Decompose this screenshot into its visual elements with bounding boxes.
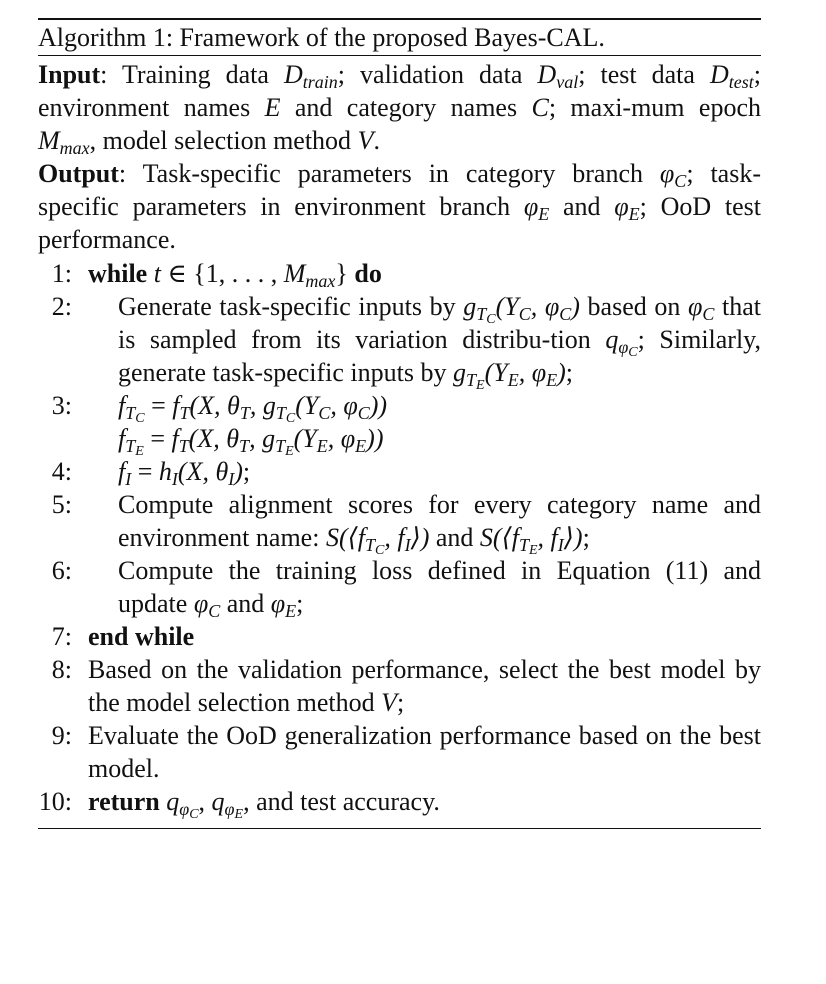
step-5: 5: Compute alignment scores for every category name and environment name: $S(⟨f_{T_C}$, $f_I⟩$) and $S(⟨f_{T_E}$, $f_I⟩$);: [51, 490, 761, 558]
output-paragraph: Output: Task-specific parameters in category branch $\varphi_C$; task-specific parameters in environment branch $\varphi_E$ and $\varphi_E$; OoD test performance.: [38, 159, 762, 254]
output-label: Output: [38, 159, 119, 188]
caption-rule: [38, 55, 761, 56]
input-label: Input: [38, 60, 101, 89]
step-4: 4: $f_I = h_I(X$, $\theta_I$);: [51, 457, 251, 489]
algorithm-steps: [38, 257, 761, 822]
step-10: 10: return $q_{\varphi_C}$, $q_{\varphi_E}$, and test accuracy.: [38, 787, 440, 822]
step-2: 2: Generate task-specific inputs by $g_{T_C}(Y_C$, $\varphi_C$) based on $\varphi_C$ that is sampled from its variation distribu-tion $q_{\varphi_C}$; Similarly, generate task-specific inputs by $g_{T_E}(Y_E$, $\varphi_E$);: [51, 292, 761, 393]
step-1: 1: while t ∈ {1, . . . , $M_{max}$} do: [51, 259, 382, 291]
algorithm-block: [38, 18, 761, 829]
step-3: 3: $f_{T_C} = f_T(X$, $\theta_T$, $g_{T_C}(Y_C$, $\varphi_C$)) $f_{T_E} = f_T(X$, $\theta_T$, $g_{T_E}(Y_E$, $\varphi_E$)): [51, 391, 388, 459]
step-9: 9: Evaluate the OoD generalization performance based on the best model.: [51, 721, 761, 783]
bottom-rule: [38, 828, 761, 829]
input-paragraph: Input: Training data $D_{train}$; validation data $D_{val}$; test data $D_{test}$; environment names E and category names C; maxi-mum epoch $M_{max}$, model selection method V.: [38, 60, 761, 158]
step-7: 7: end while: [51, 622, 195, 651]
algorithm-caption: Algorithm 1: Framework of the proposed Bayes-CAL.: [38, 23, 605, 52]
step-8: 8: Based on the validation performance, select the best model by the model selection method V;: [51, 655, 761, 717]
step-6: 6: Compute the training loss defined in Equation (11) and update $\varphi_C$ and $\varphi_E$;: [51, 556, 761, 621]
